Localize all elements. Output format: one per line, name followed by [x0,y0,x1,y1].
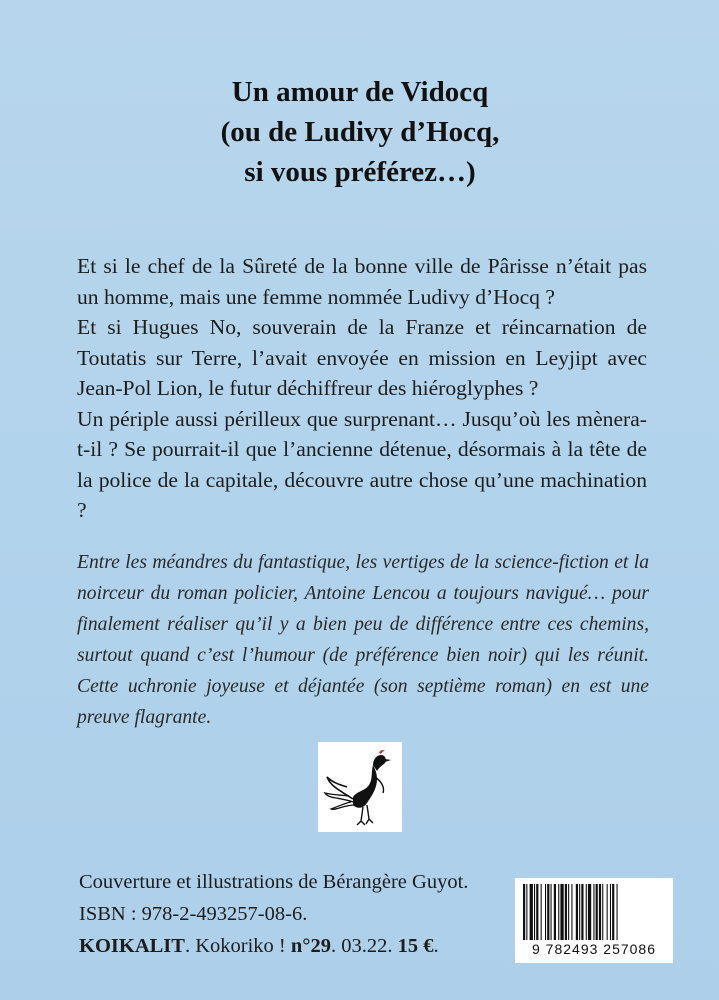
barcode-bar [545,884,546,940]
price: 15 € [397,935,434,957]
synopsis-paragraph: Un périple aussi périlleux que surprenant… Jusqu’où les mènera-t-il ? Se pourrait-il que l’ancienne détenue, désormais à la tête de la police de la capitale, découvre autre chose qu’une machination ? [77,406,647,522]
barcode-bar [534,884,535,940]
synopsis-paragraph: Et si le chef de la Sûreté de la bonne ville de Pârisse n’était pas un homme, mais une femme nommée Ludivy d’Hocq ? [77,254,647,309]
barcode-bar [579,884,580,940]
barcode-bar [610,884,611,940]
barcode-bar [551,884,552,940]
barcode-bar [560,884,563,940]
barcode-bar [541,884,542,940]
collection-name: . Kokoriko ! [184,935,291,957]
barcode-bar [565,884,567,940]
barcode-digits: 9 782493 257086 [532,941,656,957]
author-bio: Entre les méandres du fantastique, les vertiges de la science-fiction et la noirceur du roman policier, Antoine Lencou a toujours navigué… pour finalement réaliser qu’il y a bien peu de différence entre ces chemins, surtout quand c’est l’humour (de préférence bien noir) qui les réunit. Cette uchronie joyeuse et déjantée (son septième roman) en est une preuve flagrante. [77,552,649,728]
barcode-bar [581,884,583,940]
publication-date: . 03.22. [330,935,398,957]
barcode-bar [599,884,601,940]
barcode-bar [607,884,608,940]
barcode-bar [536,884,538,940]
barcode-bars [519,882,669,942]
barcode-bar [612,884,614,940]
publisher-line [79,930,519,962]
credits [79,866,519,962]
publisher-line-end: . [433,935,439,957]
barcode-bar [576,884,578,940]
publisher-emblem [318,742,402,832]
barcode [515,878,673,963]
barcode-bar [547,884,549,940]
barcode-bar [523,884,525,940]
barcode-bar [554,884,556,940]
isbn: ISBN : 978-2-493257-08-6. [79,903,308,925]
barcode-bar [526,884,527,940]
title-line-2: (ou de Ludivy d’Hocq, [220,116,500,148]
book-title [120,72,600,192]
synopsis [77,251,647,526]
barcode-bar [596,884,598,940]
barcode-bar [530,884,533,940]
barcode-bar [558,884,559,940]
collection-number: n°29 [290,935,331,957]
barcode-bar [571,884,572,940]
barcode-bar [568,884,569,940]
synopsis-paragraph: Et si Hugues No, souverain de la Franze et réincarnation de Toutatis sur Terre, l’avait envoyée en mission en Leyjipt avec Jean-Pol Lion, le futur déchiffreur des hiéroglyphes ? [77,315,647,400]
barcode-bar [586,884,587,940]
title-line-1: Un amour de Vidocq [231,76,489,108]
barcode-bar [617,884,618,940]
barcode-bar [588,884,591,940]
rooster-icon [323,747,397,827]
publisher-name: KOIKALIT [79,935,185,957]
barcode-bar [602,884,603,940]
barcode-bar [593,884,594,940]
title-line-3: si vous préférez…) [244,156,476,188]
illustration-credit: Couverture et illustrations de Bérangère Guyot. [79,871,469,893]
